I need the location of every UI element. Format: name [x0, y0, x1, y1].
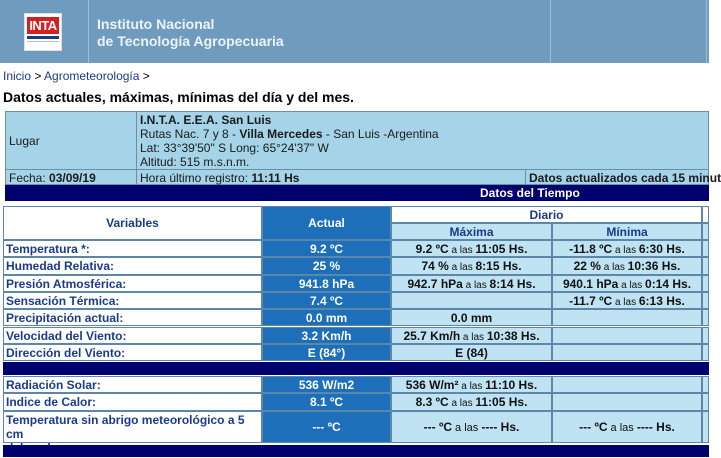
logo-bar	[27, 41, 59, 47]
station-coords: Lat: 33°39'50" S Long: 65°24'37" W	[140, 141, 329, 155]
minima-r3	[552, 292, 702, 309]
maxima-r3	[391, 292, 552, 309]
actual-value: 7.4 ºC	[309, 293, 344, 308]
variable-label: Velocidad del Viento:	[6, 328, 127, 343]
a-las-text: a las	[600, 262, 628, 274]
banner-stripe	[88, 0, 89, 63]
maxima-r0-time: 11:05 Hs.	[475, 242, 528, 256]
variable-label-r6	[3, 344, 262, 361]
actual-value: 25 %	[312, 259, 341, 274]
minima-suelo-time: ---- Hs.	[636, 419, 675, 434]
breadcrumb	[3, 69, 150, 83]
hora-label: Hora último registro:	[140, 171, 252, 185]
header-spacer	[702, 206, 709, 223]
variable-label-s1	[3, 393, 262, 410]
a-las-text: a las	[612, 296, 639, 308]
minima-suelo	[552, 411, 702, 443]
actual-value-s0	[262, 376, 391, 393]
minima-r3-time: 6:13 Hs.	[638, 293, 685, 308]
actual-value: 9.2 ºC	[309, 242, 344, 256]
variable-label: Precipitación actual:	[6, 311, 124, 326]
page-title: Datos actuales, máximas, mínimas del día y del mes.	[3, 89, 354, 105]
maxima-r0-value: 9.2 ºC	[415, 242, 449, 256]
section-separator	[3, 445, 709, 457]
row-spacer-r6	[702, 344, 709, 361]
minima-r2-time: 0:14 Hs.	[645, 276, 692, 291]
variable-label: Presión Atmosférica:	[6, 276, 127, 291]
breadcrumb-separator: >	[139, 69, 150, 83]
row-spacer-suelo	[702, 411, 709, 443]
minima-r1-time: 10:36 Hs.	[627, 259, 681, 274]
address-suffix: - San Luis -Argentina	[322, 127, 439, 141]
variable-label-suelo	[3, 411, 262, 443]
variable-label-s0	[3, 376, 262, 393]
institute-name	[97, 16, 284, 50]
a-las-text: a las	[448, 262, 476, 274]
station-info-table	[5, 111, 721, 185]
update-frequency: Datos actualizados cada 15 minut	[529, 171, 721, 185]
maxima-r2	[391, 275, 552, 292]
variable-label: Humedad Relativa:	[6, 259, 115, 274]
maxima-r2-value: 942.7 hPa	[407, 276, 463, 291]
header-variables	[3, 206, 262, 240]
row-spacer-r0	[702, 240, 709, 257]
fecha-value: 03/09/19	[49, 171, 96, 185]
a-las-text: a las	[460, 331, 487, 343]
actual-value-r0	[262, 240, 391, 257]
fecha	[9, 171, 96, 185]
header-banner	[0, 0, 709, 63]
maxima-r1-time: 8:15 Hs.	[475, 259, 522, 274]
actual-value-r5	[262, 327, 391, 344]
variables-heading: Variables	[106, 216, 159, 230]
a-las-text: a las	[458, 381, 486, 393]
minima-r1-value: 22 %	[573, 259, 601, 274]
minima-r0-value: -11.8 ºC	[569, 242, 613, 256]
a-las-text: a las	[462, 279, 490, 291]
actual-value: 941.8 hPa	[298, 276, 355, 291]
maxima-r1-value: 74 %	[421, 259, 449, 274]
maxima-r6-value: E (84)	[455, 345, 488, 360]
header-minima	[552, 223, 702, 240]
actual-value: 3.2 Km/h	[301, 328, 352, 343]
row-spacer-r5	[702, 327, 709, 344]
diario-heading: Diario	[529, 208, 564, 222]
maxima-r0	[391, 240, 552, 257]
actual-value: 0.0 mm	[305, 311, 348, 326]
station-address	[140, 127, 439, 141]
minima-r4	[552, 309, 702, 326]
maxima-suelo-time: ---- Hs.	[481, 419, 520, 434]
inta-logo[interactable]	[24, 13, 62, 51]
station-name: I.N.T.A. E.E.A. San Luis	[140, 113, 272, 127]
station-city: Villa Mercedes	[239, 127, 323, 141]
station-altitude: Altitud: 515 m.s.n.m.	[140, 155, 250, 169]
hora-value: 11:11 Hs	[251, 171, 300, 185]
breadcrumb-agrometeorologia-link[interactable]: Agrometeorología	[44, 69, 140, 83]
minima-r2-value: 940.1 hPa	[562, 276, 619, 291]
datos-del-tiempo-title: Datos del Tiempo	[480, 186, 580, 200]
minima-r5	[552, 327, 702, 344]
actual-value: 536 W/m2	[298, 378, 355, 393]
maxima-s1-value: 8.3 ºC	[415, 395, 449, 410]
maxima-r4-value: 0.0 mm	[450, 311, 493, 326]
minima-r0	[552, 240, 702, 257]
variable-label: Sensación Térmica:	[6, 293, 120, 308]
variable-label: Radiación Solar:	[6, 378, 101, 393]
maxima-heading: Máxima	[449, 225, 494, 239]
info-divider	[6, 169, 708, 170]
variable-label-r2	[3, 275, 262, 292]
maxima-s0	[391, 376, 552, 393]
maxima-r1	[391, 257, 552, 274]
logo-bar	[27, 36, 59, 39]
actual-value-r3	[262, 292, 391, 309]
a-las-text: a las	[448, 398, 476, 410]
maxima-r5-value: 25.7 Km/h	[403, 328, 461, 343]
actual-value-r4	[262, 309, 391, 326]
minima-r0-time: 6:30 Hs.	[638, 242, 685, 256]
actual-value-r2	[262, 275, 391, 292]
maxima-r6	[391, 344, 552, 361]
actual-value: 8.1 ºC	[309, 395, 344, 410]
maxima-r5-time: 10:38 Hs.	[486, 328, 540, 343]
breadcrumb-separator: >	[31, 69, 45, 83]
variable-label-r3	[3, 292, 262, 309]
actual-value: --- ºC	[312, 419, 341, 434]
actual-value: E (84°)	[307, 345, 346, 360]
datos-del-tiempo-header	[5, 185, 709, 201]
maxima-s0-time: 11:10 Hs.	[485, 378, 538, 393]
actual-value-r1	[262, 257, 391, 274]
actual-value-s1	[262, 393, 391, 410]
info-divider	[136, 112, 137, 170]
variable-label-r4	[3, 309, 262, 326]
row-spacer-s0	[702, 376, 709, 393]
a-las-text: a las	[618, 279, 646, 291]
banner-stripe	[706, 0, 707, 63]
minima-heading: Mínima	[606, 225, 648, 239]
institute-line2: de Tecnología Agropecuaria	[97, 33, 284, 49]
minima-suelo-value: --- ºC	[579, 419, 608, 434]
variable-label: Temperatura *:	[6, 242, 90, 256]
maxima-r2-time: 8:14 Hs.	[489, 276, 536, 291]
suelo-label-line1: Temperatura sin abrigo meteorológico a 5 cm	[6, 412, 245, 441]
minima-s0	[552, 376, 702, 393]
actual-heading: Actual	[308, 216, 345, 230]
actual-value-suelo	[262, 411, 391, 443]
address-prefix: Rutas Nac. 7 y 8 -	[140, 127, 240, 141]
minima-r2	[552, 275, 702, 292]
minima-r1	[552, 257, 702, 274]
variable-label-r1	[3, 257, 262, 274]
section-separator	[3, 362, 709, 375]
logo-text: INTA	[27, 17, 59, 34]
info-divider	[525, 169, 526, 184]
actual-value-r6	[262, 344, 391, 361]
fecha-label: Fecha:	[9, 171, 50, 185]
header-spacer	[702, 223, 709, 240]
banner-stripe	[550, 0, 551, 63]
a-las-text: a las	[448, 245, 476, 256]
a-las-text: a las	[612, 245, 639, 256]
lugar-label: Lugar	[9, 134, 40, 148]
row-spacer-s1	[702, 393, 709, 410]
maxima-s1	[391, 393, 552, 410]
variable-label-r5	[3, 327, 262, 344]
maxima-r5	[391, 327, 552, 344]
header-maxima	[391, 223, 552, 240]
row-spacer-r2	[702, 275, 709, 292]
row-spacer-r3	[702, 292, 709, 309]
maxima-s1-time: 11:05 Hs.	[475, 395, 528, 410]
row-spacer-r1	[702, 257, 709, 274]
hora-ultimo-registro	[140, 171, 299, 185]
variable-label: Indice de Calor:	[6, 395, 97, 410]
variable-label-r0	[3, 240, 262, 257]
maxima-s0-value: 536 W/m²	[405, 378, 459, 393]
info-divider	[136, 169, 137, 184]
maxima-r4	[391, 309, 552, 326]
weather-data-table	[3, 206, 709, 458]
maxima-suelo-value: --- ºC	[423, 419, 452, 434]
minima-s1	[552, 393, 702, 410]
header-diario	[391, 206, 702, 223]
a-las-text: a las	[607, 421, 637, 434]
header-actual	[262, 206, 391, 240]
a-las-text: a las	[452, 421, 482, 434]
row-spacer-r4	[702, 309, 709, 326]
institute-line1: Instituto Nacional	[97, 16, 215, 32]
minima-r3-value: -11.7 ºC	[569, 293, 613, 308]
minima-r6	[552, 344, 702, 361]
maxima-suelo	[391, 411, 552, 443]
breadcrumb-home-link[interactable]: Inicio	[3, 69, 32, 83]
variable-label: Dirección del Viento:	[6, 345, 126, 360]
